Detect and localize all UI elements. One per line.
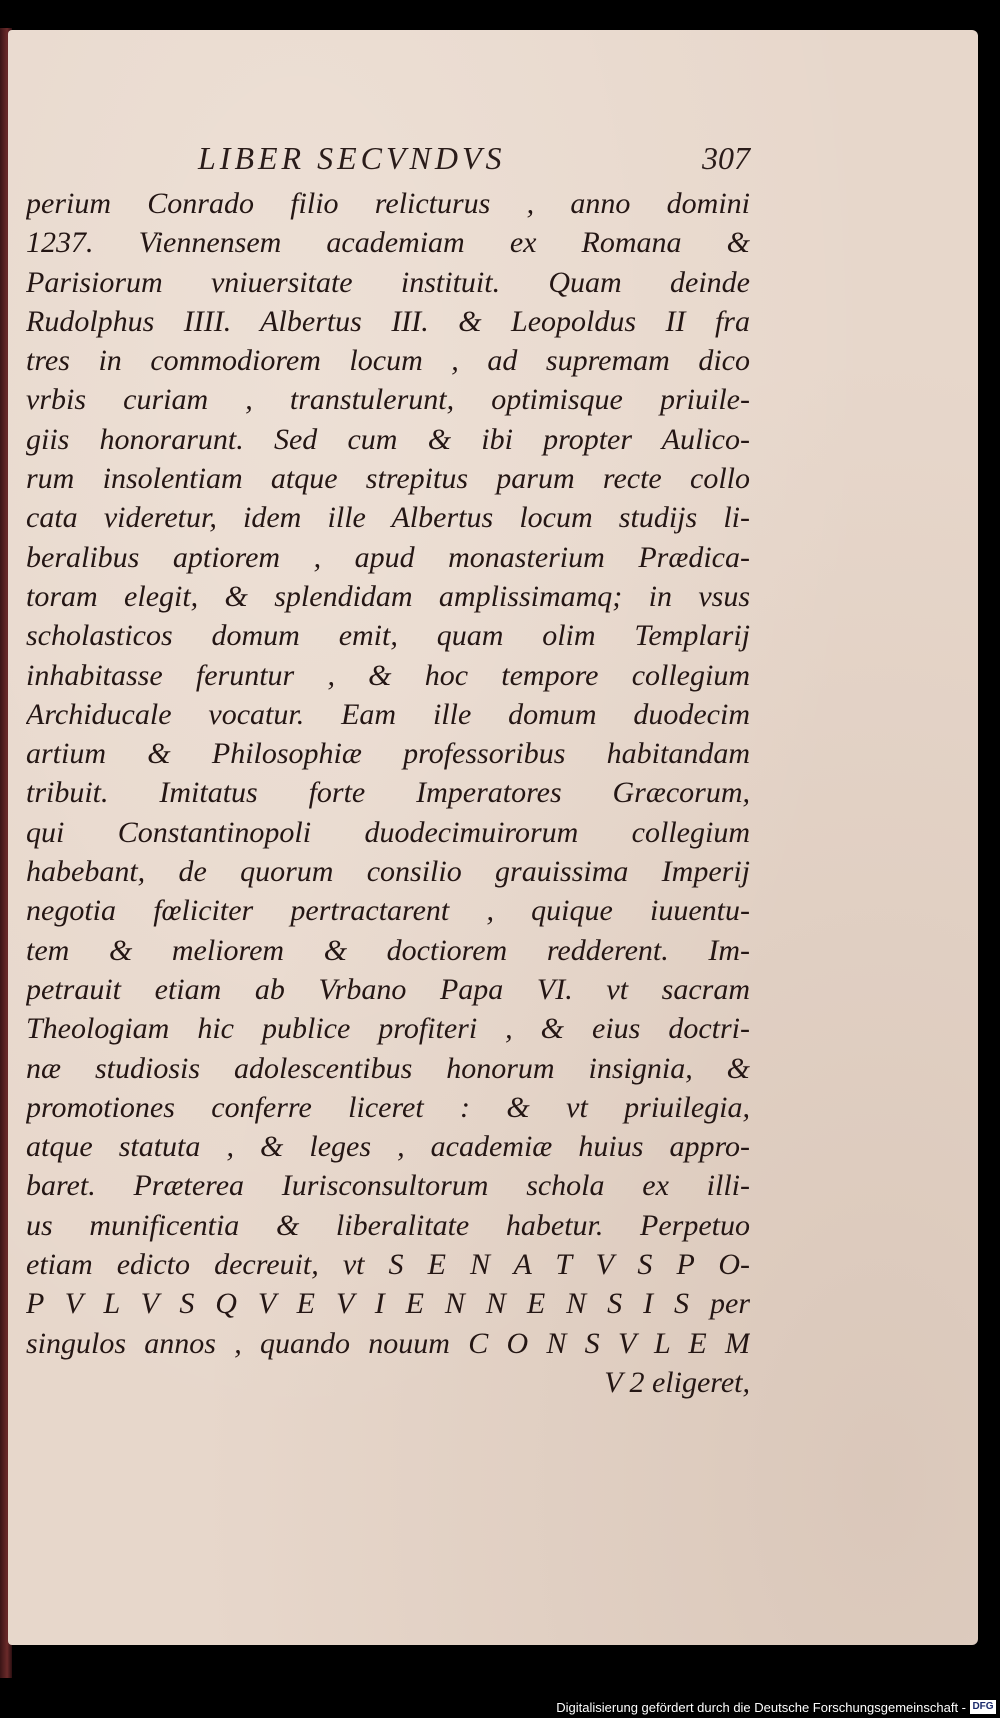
book-page: [8, 30, 978, 1645]
text-line: næ studiosis adolescentibus honorum insignia, &: [26, 1051, 750, 1085]
text-line: habebant, de quorum consilio grauissima Imperij: [26, 855, 750, 889]
text-line: P V L V S Q V E V I E N N E N S I S per: [26, 1287, 750, 1321]
text-line: inhabitasse feruntur , & hoc tempore collegium: [26, 658, 750, 692]
running-head: [26, 134, 750, 184]
text-line: us munificentia & liberalitate habetur. Perpetuo: [26, 1208, 750, 1242]
funding-credit: Digitalisierung gefördert durch die Deutsche Forschungsgemeinschaft -: [556, 1700, 966, 1715]
text-line: Rudolphus IIII. Albertus III. & Leopoldus II fra: [26, 304, 750, 338]
body-text: [26, 184, 750, 1402]
page-number: 307: [702, 140, 750, 176]
text-line: rum insolentiam atque strepitus parum recte collo: [26, 462, 750, 496]
text-line: toram elegit, & splendidam amplissimamq; in vsus: [26, 579, 750, 613]
text-line: giis honorarunt. Sed cum & ibi propter Aulico-: [26, 422, 750, 456]
text-line: vrbis curiam , transtulerunt, optimisque priuile-: [26, 383, 750, 417]
text-line: Archiducale vocatur. Eam ille domum duodecim: [26, 697, 750, 731]
text-line: artium & Philosophiæ professoribus habitandam: [26, 737, 750, 771]
text-line: tres in commodiorem locum , ad supremam dico: [26, 344, 750, 378]
text-line: beralibus aptiorem , apud monasterium Prædica-: [26, 540, 750, 574]
text-line: perium Conrado filio relicturus , anno domini: [26, 187, 750, 220]
text-line: etiam edicto decreuit, vt S E N A T V S P O-: [26, 1248, 750, 1282]
text-line: Parisiorum vniuersitate instituit. Quam deinde: [26, 265, 750, 299]
text-line: baret. Præterea Iurisconsultorum schola ex illi-: [26, 1169, 750, 1203]
page-content: [26, 134, 750, 1402]
text-line: tribuit. Imitatus forte Imperatores Græcorum,: [26, 776, 750, 810]
text-line: petrauit etiam ab Vrbano Papa VI. vt sacram: [26, 972, 750, 1006]
text-line: cata videretur, idem ille Albertus locum studijs li-: [26, 501, 750, 535]
text-line: qui Constantinopoli duodecimuirorum collegium: [26, 815, 750, 849]
text-line: singulos annos , quando nouum C O N S V L E M: [26, 1326, 750, 1360]
catchline: V 2 eligeret,: [604, 1365, 750, 1399]
text-line: promotiones conferre liceret : & vt priuilegia,: [26, 1090, 750, 1124]
running-head-title: LIBER SECVNDVS: [198, 140, 506, 176]
text-line: scholasticos domum emit, quam olim Templarij: [26, 619, 750, 653]
dfg-logo: DFG: [970, 1700, 996, 1714]
text-line: Theologiam hic publice profiteri , & eius doctri-: [26, 1012, 750, 1046]
text-line: atque statuta , & leges , academiæ huius appro-: [26, 1130, 750, 1164]
text-line: tem & meliorem & doctiorem redderent. Im-: [26, 933, 750, 967]
text-line: negotia fœliciter pertractarent , quique iuuentu-: [26, 894, 750, 928]
text-line: 1237. Viennensem academiam ex Romana &: [26, 226, 750, 260]
digitization-footer: [0, 1698, 1000, 1718]
